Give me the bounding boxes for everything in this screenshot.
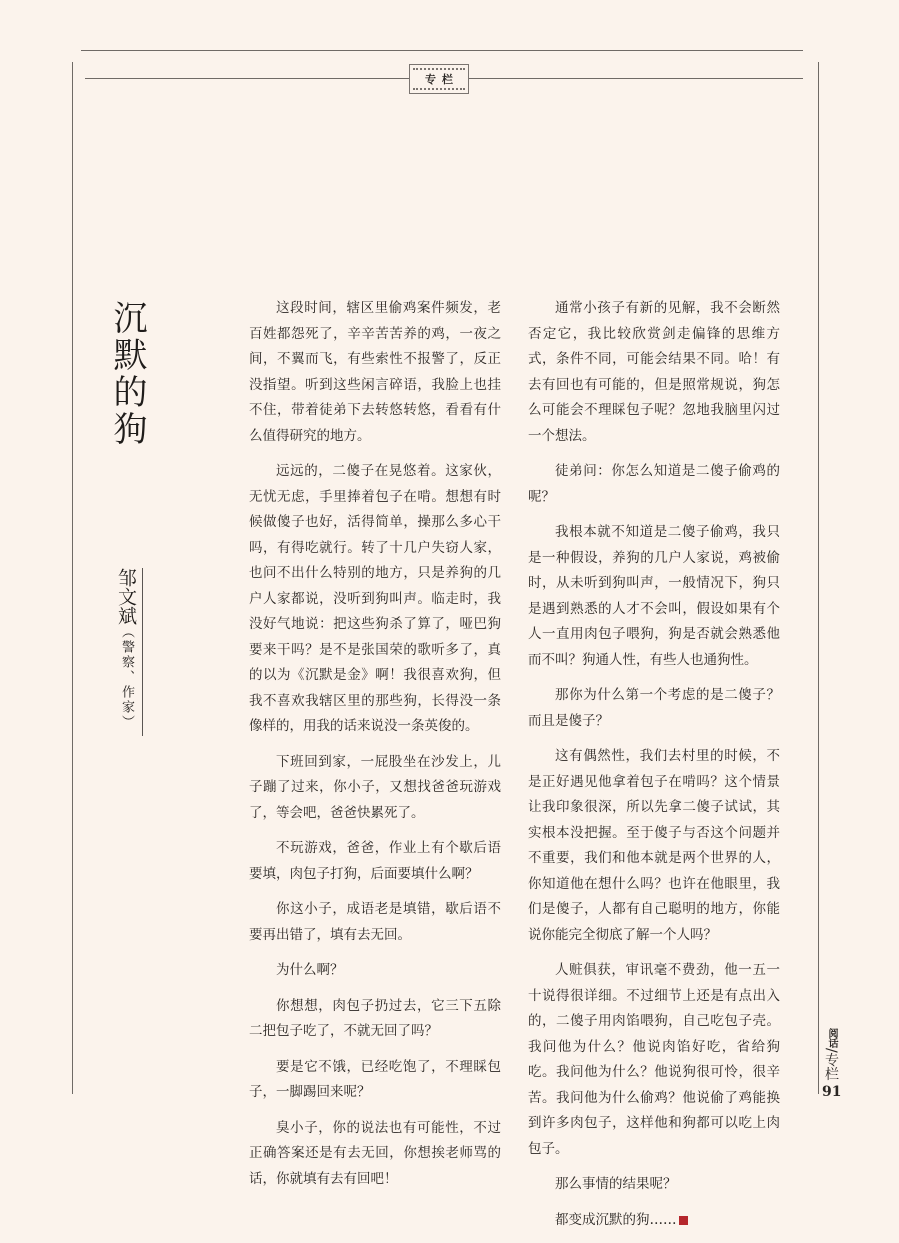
paragraph: 为什么啊？: [276, 962, 344, 978]
text-column-1: [249, 296, 501, 1202]
paragraph: 你这小子，成语老是填错，歇后语不要再出错了，填有去无回。: [249, 901, 501, 943]
paragraph: 这有偶然性，我们去村里的时候，不是正好遇见他拿着包子在啃吗？这个情景让我印象很深，所以先拿二傻子试试，其实根本没把握。至于傻子与否这个问题并不重要，我们和他本就是两个世界的人，你知道他在想什么吗？也许在他眼里，我们是傻子，人都有自己聪明的地方，你能说你能完全彻底了解一个人吗？: [528, 748, 780, 943]
paragraph: 不玩游戏，爸爸，作业上有个歇后语要填，肉包子打狗，后面要填什么啊？: [249, 840, 501, 882]
paragraph: 徒弟问：你怎么知道是二傻子偷鸡的呢？: [528, 463, 780, 505]
end-mark-icon: [679, 1216, 688, 1225]
author-name: 邹文斌: [115, 568, 137, 625]
paragraph: 臭小子，你的说法也有可能性，不过正确答案还是有去无回，你想挨老师骂的话，你就填有去有回吧！: [249, 1119, 501, 1187]
paragraph: 人赃俱获，审讯毫不费劲，他一五一十说得很详细。不过细节上还是有点出入的，二傻子用肉馅喂狗，自己吃包子壳。我问他为什么？他说肉馅好吃，省给狗吃。我问他为什么？他说狗很可怜，很辛苦。我问他为什么偷鸡？他说偷了鸡能换到许多肉包子，这样他和狗都可以吃上肉包子。: [528, 962, 780, 1157]
page-number: 91: [822, 1084, 842, 1100]
footer-slash: /: [823, 1048, 839, 1053]
section-label-box: [409, 64, 469, 94]
paragraph: 这段时间，辖区里偷鸡案件频发，老百姓都怨死了，辛辛苦苦养的鸡，一夜之间，不翼而飞，有些索性不报警了，反正没指望。听到这些闲言碎语，我脸上也挂不住，带着徒弟下去转悠转悠，看看有什么值得研究的地方。: [249, 300, 501, 444]
paragraph: 那么事情的结果呢？: [555, 1176, 677, 1192]
left-margin-rule: [72, 62, 73, 1094]
final-paragraph: [528, 1208, 780, 1234]
top-rule: [81, 50, 803, 51]
paragraph: 远远的，二傻子在晃悠着。这家伙，无忧无虑，手里捧着包子在啃。想想有时候做傻子也好，活得简单，操那么多心干吗，有得吃就行。转了十几户失窃人家，也问不出什么特别的地方，只是养狗的几户人家都说，没听到狗叫声。临走时，我没好气地说：把这些狗杀了算了，哑巴狗要来干吗？是不是张国荣的歌听多了，真的以为《沉默是金》啊！我很喜欢狗，但我不喜欢我辖区里的那些狗，长得没一条像样的，用我的话来说没一条英俊的。: [249, 463, 501, 734]
section-label: 专栏: [425, 73, 459, 86]
paragraph: 你想想，肉包子扔过去，它三下五除二把包子吃了，不就无回了吗？: [249, 997, 501, 1039]
paragraph: 下班回到家，一屁股坐在沙发上，儿子蹦了过来，你小子，又想找爸爸玩游戏了，等会吧，爸爸快累死了。: [249, 753, 501, 821]
article-title: 沉默的狗: [107, 300, 147, 448]
footer-section-label: [824, 1028, 838, 1081]
footer-section-name: 专栏: [823, 1052, 839, 1081]
text-column-2: [528, 296, 780, 1243]
paragraph: 通常小孩子有新的见解，我不会断然否定它，我比较欣赏剑走偏锋的思维方式，条件不同，可能会结果不同。哈！有去有回也有可能的，但是照常规说，狗怎么可能会不理睬包子呢？忽地我脑里闪过一个想法。: [528, 300, 780, 444]
paragraph: 我根本就不知道是二傻子偷鸡，我只是一种假设，养狗的几户人家说，鸡被偷时，从未听到狗叫声，一般情况下，狗只是遇到熟悉的人才不会叫，假设如果有个人一直用肉包子喂狗，狗是否就会熟悉他而不叫？狗通人性，有些人也通狗性。: [528, 524, 780, 668]
footer-section-small: 阅话: [826, 1028, 837, 1048]
right-margin-rule: [818, 62, 819, 1094]
author-role: （警察、作家）: [119, 625, 134, 730]
author-divider: [142, 568, 143, 736]
author-byline: [116, 568, 135, 730]
paragraph: 要是它不饿，已经吃饱了，不理睬包子，一脚踢回来呢？: [249, 1058, 501, 1100]
paragraph: 那你为什么第一个考虑的是二傻子？而且是傻子？: [528, 687, 780, 729]
final-line: 都变成沉默的狗……: [555, 1211, 677, 1228]
